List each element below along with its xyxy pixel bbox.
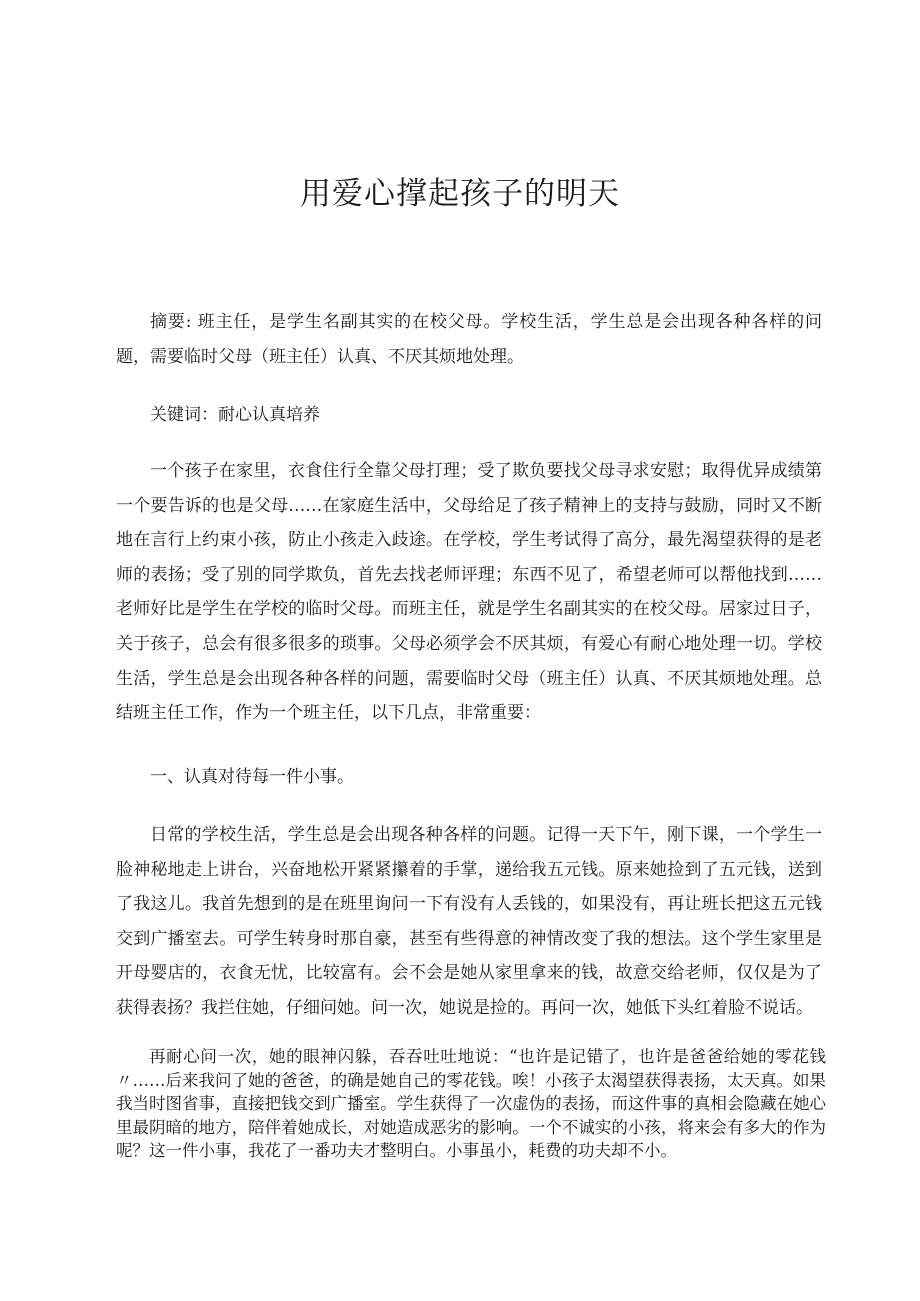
abstract-paragraph: 摘要: 班主任，是学生名副其实的在校父母。学校生活，学生总是会出现各种各样的问题，需要临时父母（班主任）认真、不厌其烦地处理。 <box>116 312 822 367</box>
section-heading-1: 一、认真对待每一件小事。 <box>150 767 354 787</box>
keywords-paragraph: 关键词：耐心认真培养 <box>150 405 320 425</box>
body-paragraph-2: 再耐心问一次，她的眼神闪躲，吞吞吐吐地说：“也许是记错了，也许是爸爸给她的零花钱〃……后来我问了她的爸爸，的确是她自己的零花钱。唉！小孩子太渴望获得表扬，太天真。如果我当时图省事，直接把钱交到广播室。学生获得了一次虚伪的表扬，而这件事的真相会隐藏在她心里最阴暗的地方，陪伴着她成长，对她造成恶劣的影响。一个不诚实的小孩，将来会有多大的作为呢？这一件小事，我花了一番功夫才整明白。小事虽小，耗费的功夫却不小。 <box>116 1047 826 1160</box>
body-paragraph-1: 日常的学校生活，学生总是会出现各种各样的问题。记得一天下午，刚下课，一个学生一脸神秘地走上讲台，兴奋地松开紧紧攥着的手掌，递给我五元钱。原来她捡到了五元钱，送到了我这儿。我首先想到的是在班里询问一下有没有人丢钱的，如果没有，再让班长把这五元钱交到广播室去。可学生转身时那自豪，甚至有些得意的神情改变了我的想法。这个学生家里是开母婴店的，衣食无忧，比较富有。会不会是她从家里拿来的钱，故意交给老师，仅仅是为了获得表扬？我拦住她，仔细问她。问一次，她说是捡的。再问一次，她低下头红着脸不说话。 <box>116 825 822 1018</box>
intro-paragraph: 一个孩子在家里，衣食住行全靠父母打理；受了欺负要找父母寻求安慰；取得优异成绩第一个要告诉的也是父母……在家庭生活中，父母给足了孩子精神上的支持与鼓励，同时又不断地在言行上约束小孩，防止小孩走入歧途。在学校，学生考试得了高分，最先渴望获得的是老师的表扬；受了别的同学欺负，首先去找老师评理；东西不见了，希望老师可以帮他找到……老师好比是学生在学校的临时父母。而班主任，就是学生名副其实的在校父母。居家过日子，关于孩子，总会有很多很多的琐事。父母必须学会不厌其烦，有爱心有耐心地处理一切。学校生活，学生总是会出现各种各样的问题，需要临时父母（班主任）认真、不厌其烦地处理。总结班主任工作，作为一个班主任，以下几点，非常重要： <box>116 461 822 724</box>
document-title: 用爱心撑起孩子的明天 <box>300 176 620 212</box>
